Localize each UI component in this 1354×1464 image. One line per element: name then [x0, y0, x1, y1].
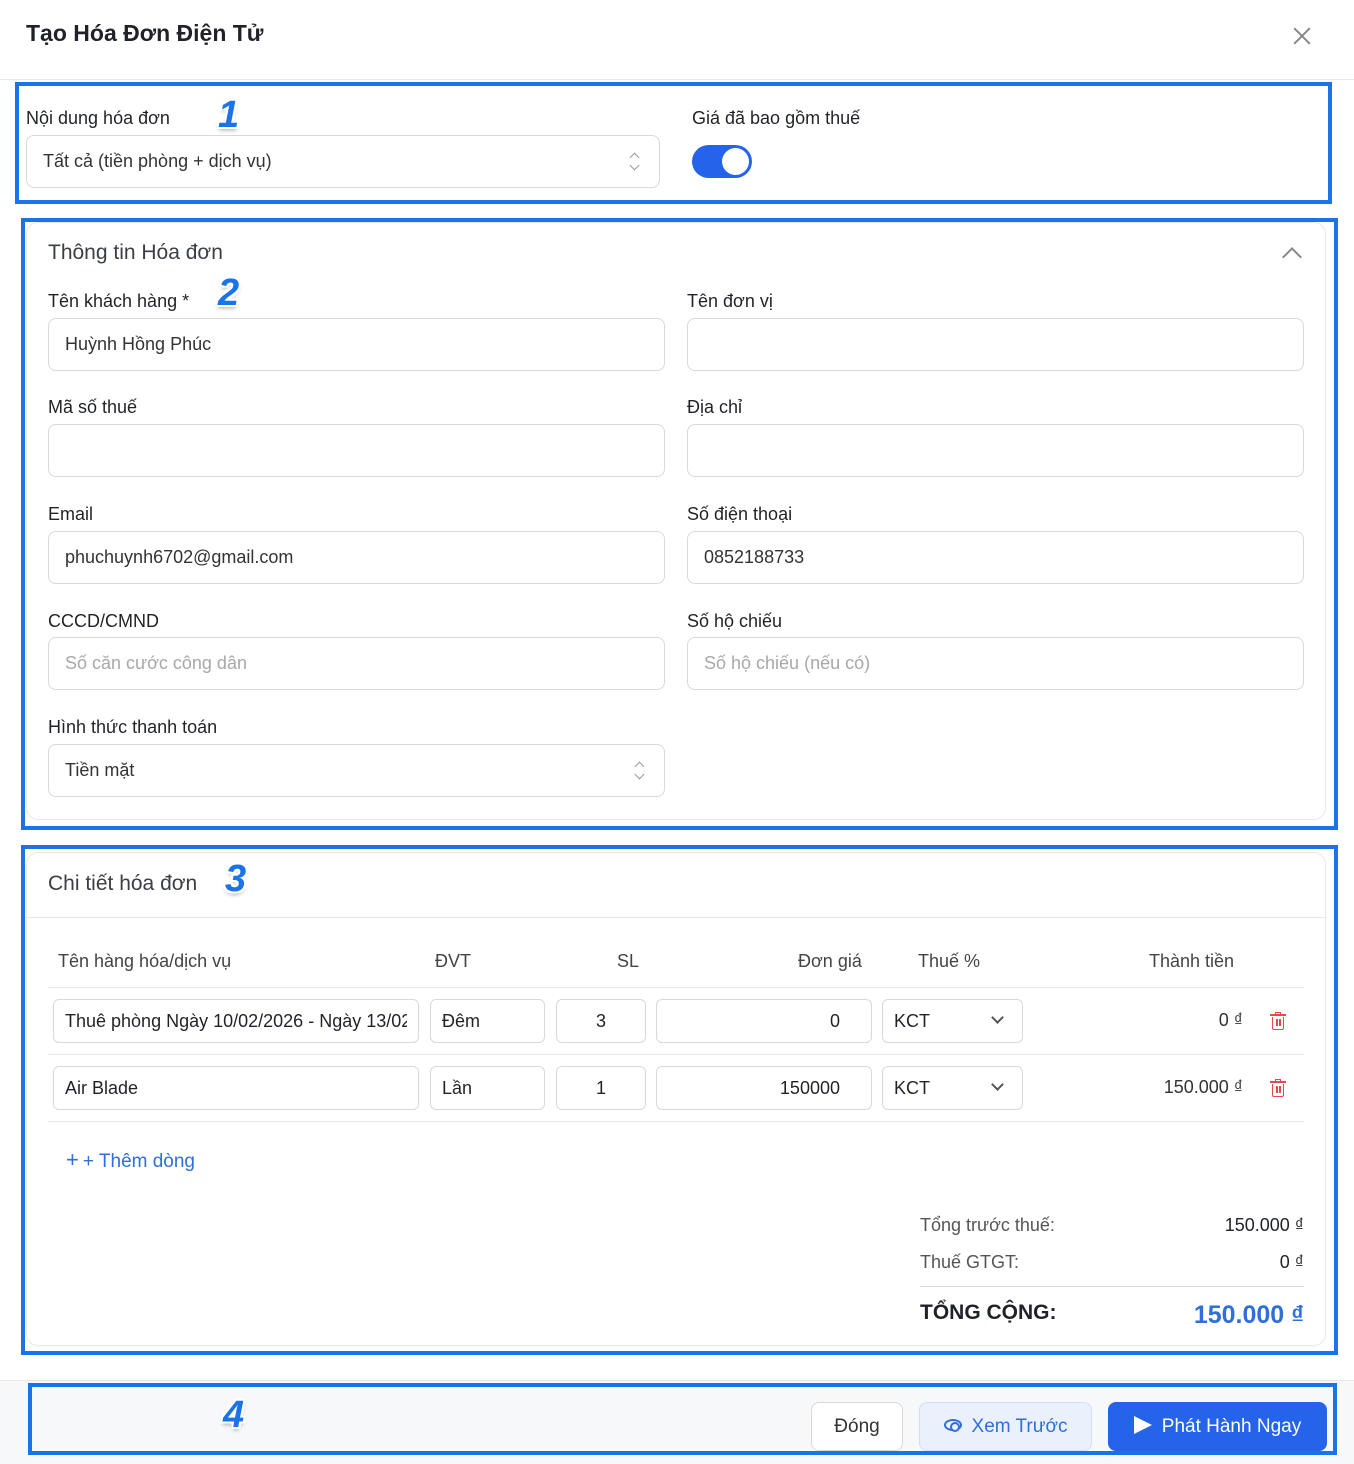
- trash-icon[interactable]: [1270, 1012, 1286, 1030]
- annotation-number-3: 3: [225, 858, 247, 900]
- close-button-label: Đóng: [834, 1416, 880, 1437]
- close-icon[interactable]: [1288, 22, 1316, 50]
- eye-icon: [944, 1419, 962, 1431]
- annotation-number-1: 1: [218, 94, 240, 136]
- chevron-down-icon: [991, 1011, 1004, 1024]
- unit-name-input[interactable]: [687, 318, 1304, 371]
- col-price-header: Đơn giá: [798, 951, 862, 971]
- item-name-input[interactable]: [53, 999, 419, 1043]
- subtotal-label: Tổng trước thuế:: [920, 1215, 1055, 1235]
- item-total: 150.000 ₫: [1163, 1077, 1243, 1097]
- item-tax-value: KCT: [894, 1078, 930, 1098]
- row-divider: [48, 1121, 1304, 1122]
- invoice-details-title: Chi tiết hóa đơn: [48, 872, 198, 895]
- invoice-info-title: Thông tin Hóa đơn: [48, 241, 223, 264]
- email-label: Email: [48, 504, 94, 524]
- item-tax-select[interactable]: [882, 999, 1023, 1043]
- item-price-input[interactable]: [656, 1066, 872, 1110]
- col-name-header: Tên hàng hóa/dịch vụ: [58, 951, 232, 971]
- subtotal-value: 150.000 ₫: [1224, 1215, 1304, 1235]
- content-label: Nội dung hóa đơn: [26, 108, 170, 128]
- send-icon: [1134, 1416, 1152, 1434]
- item-name-input[interactable]: [53, 1066, 419, 1110]
- customer-name-label: Tên khách hàng *: [48, 291, 190, 311]
- payment-select[interactable]: [48, 744, 665, 797]
- item-price-input[interactable]: [656, 999, 872, 1043]
- item-unit-input[interactable]: [430, 999, 545, 1043]
- item-qty-input[interactable]: [556, 999, 646, 1043]
- grand-total-label: TỔNG CỘNG:: [920, 1301, 1057, 1324]
- payment-label: Hình thức thanh toán: [48, 717, 218, 737]
- address-input[interactable]: [687, 424, 1304, 477]
- item-qty-input[interactable]: [556, 1066, 646, 1110]
- item-tax-select[interactable]: [882, 1066, 1023, 1110]
- vat-value: 0 ₫: [1279, 1252, 1304, 1272]
- tax-code-label: Mã số thuế: [48, 397, 138, 417]
- modal-title: Tạo Hóa Đơn Điện Tử: [26, 20, 264, 46]
- trash-icon[interactable]: [1270, 1079, 1286, 1097]
- preview-button-label: Xem Trước: [971, 1416, 1068, 1437]
- address-label: Địa chỉ: [687, 397, 743, 417]
- vat-label: Thuế GTGT:: [920, 1252, 1020, 1272]
- grand-total-value: 150.000 ₫: [1193, 1301, 1304, 1329]
- plus-icon: +: [66, 1147, 79, 1172]
- content-select-value: Tất cả (tiền phòng + dịch vụ): [43, 151, 272, 171]
- phone-input[interactable]: [687, 531, 1304, 584]
- preview-button[interactable]: [919, 1402, 1092, 1451]
- passport-label: Số hộ chiếu: [687, 611, 783, 631]
- annotation-number-2: 2: [218, 272, 240, 314]
- phone-label: Số điện thoại: [687, 504, 793, 524]
- row-divider: [48, 1054, 1304, 1055]
- issue-button-label: Phát Hành Ngay: [1161, 1416, 1302, 1437]
- customer-name-input[interactable]: [48, 318, 665, 371]
- col-qty-header: SL: [617, 951, 640, 971]
- header-divider: [48, 987, 1304, 988]
- col-tax-header: Thuế %: [918, 951, 981, 971]
- add-row-button[interactable]: [66, 1147, 195, 1173]
- add-row-label: + Thêm dòng: [82, 1151, 196, 1172]
- tax-code-input[interactable]: [48, 424, 665, 477]
- col-unit-header: ĐVT: [435, 951, 471, 971]
- id-card-input[interactable]: [48, 637, 665, 690]
- select-arrows-icon: [629, 152, 641, 172]
- select-arrows-icon: [634, 761, 646, 781]
- annotation-number-4: 4: [223, 1394, 245, 1436]
- content-select[interactable]: [26, 135, 660, 188]
- tax-included-label: Giá đã bao gồm thuế: [692, 108, 861, 128]
- id-card-label: CCCD/CMND: [48, 611, 159, 631]
- details-divider: [27, 917, 1325, 918]
- passport-input[interactable]: [687, 637, 1304, 690]
- item-tax-value: KCT: [894, 1011, 930, 1031]
- close-button[interactable]: [811, 1402, 903, 1451]
- toggle-knob: [722, 148, 749, 175]
- payment-select-value: Tiền mặt: [65, 760, 135, 780]
- col-total-header: Thành tiền: [1149, 951, 1235, 971]
- summary-divider: [920, 1286, 1304, 1287]
- unit-name-label: Tên đơn vị: [687, 291, 773, 311]
- chevron-down-icon: [991, 1078, 1004, 1091]
- email-input[interactable]: [48, 531, 665, 584]
- item-unit-input[interactable]: [430, 1066, 545, 1110]
- issue-button[interactable]: [1108, 1402, 1327, 1451]
- modal-header: [0, 0, 1354, 80]
- tax-included-toggle[interactable]: [692, 145, 752, 178]
- item-total: 0 ₫: [1218, 1010, 1243, 1030]
